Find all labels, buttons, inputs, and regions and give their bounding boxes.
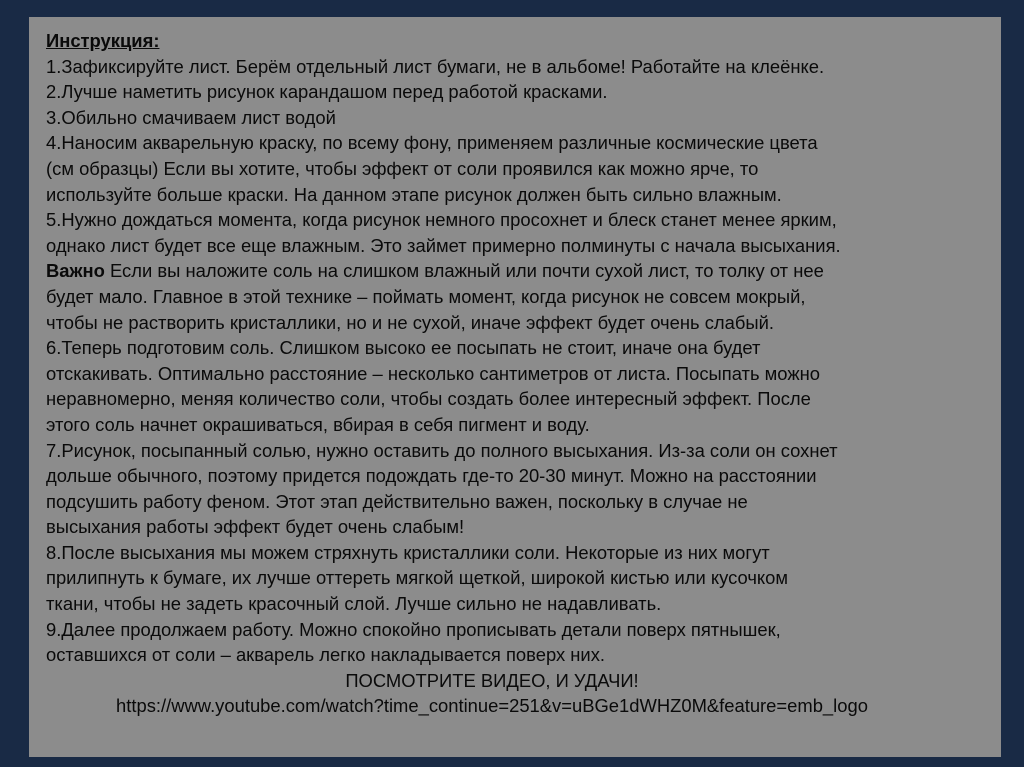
text-line: 5.Нужно дождаться момента, когда рисунок немного просохнет и блеск станет менее ярким, <box>46 209 837 231</box>
text-line: чтобы не растворить кристаллики, но и не сухой, иначе эффект будет очень слабый. <box>46 311 774 333</box>
text-line: оставшихся от соли – акварель легко накладывается поверх них. <box>46 644 606 666</box>
instructions-heading: Инструкция: <box>46 30 160 51</box>
text-line: подсушить работу феном. Этот этап действительно важен, поскольку в случае не <box>46 490 748 512</box>
important-label: Важно <box>46 260 105 282</box>
text-line: 1.Зафиксируйте лист. Берём отдельный лист бумаги, не в альбоме! Работайте на клеёнке. <box>46 55 825 77</box>
text-line: прилипнуть к бумаге, их лучше оттереть мягкой щеткой, широкой кистью или кусочком <box>46 567 789 589</box>
video-link[interactable]: https://www.youtube.com/watch?time_continue=251&v=uBGe1dWHZ0M&feature=emb_logo <box>116 695 868 717</box>
instructions-text <box>46 28 996 719</box>
text-line: 9.Далее продолжаем работу. Можно спокойно прописывать детали поверх пятнышек, <box>46 618 781 640</box>
text-line: дольше обычного, поэтому придется подождать где-то 20-30 минут. Можно на расстоянии <box>46 465 817 487</box>
closing-text: ПОСМОТРИТЕ ВИДЕО, И УДАЧИ! <box>345 669 639 691</box>
text-line: отскакивать. Оптимально расстояние – несколько сантиметров от листа. Посыпать можно <box>46 362 821 384</box>
text-line: (см образцы) Если вы хотите, чтобы эффект от соли проявился как можно ярче, то <box>46 157 759 179</box>
text-line: 6.Теперь подготовим соль. Слишком высоко ее посыпать не стоит, иначе она будет <box>46 337 761 359</box>
text-line: 2.Лучше наметить рисунок карандашом перед работой красками. <box>46 81 608 103</box>
text-line: 8.После высыхания мы можем стряхнуть кристаллики соли. Некоторые из них могут <box>46 541 770 563</box>
text-line: 7.Рисунок, посыпанный солью, нужно оставить до полного высыхания. Из-за соли он сохнет <box>46 439 838 461</box>
text-line: используйте больше краски. На данном этапе рисунок должен быть сильно влажным. <box>46 183 782 205</box>
text-line: высыхания работы эффект будет очень слабым! <box>46 516 465 538</box>
text-line: 4.Наносим акварельную краску, по всему фону, применяем различные космические цвета <box>46 132 818 154</box>
text-line: будет мало. Главное в этой технике – поймать момент, когда рисунок не совсем мокрый, <box>46 285 806 307</box>
text-line: этого соль начнет окрашиваться, вбирая в себя пигмент и воду. <box>46 413 590 435</box>
text-line: 3.Обильно смачиваем лист водой <box>46 106 336 128</box>
text-line: неравномерно, меняя количество соли, чтобы создать более интересный эффект. После <box>46 388 811 410</box>
text-line: ткани, чтобы не задеть красочный слой. Лучше сильно не надавливать. <box>46 593 662 615</box>
important-text: Если вы наложите соль на слишком влажный или почти сухой лист, то толку от нее <box>104 260 824 282</box>
important-line <box>46 258 996 284</box>
text-line: однако лист будет все еще влажным. Это займет примерно полминуты с начала высыхания. <box>46 234 841 256</box>
